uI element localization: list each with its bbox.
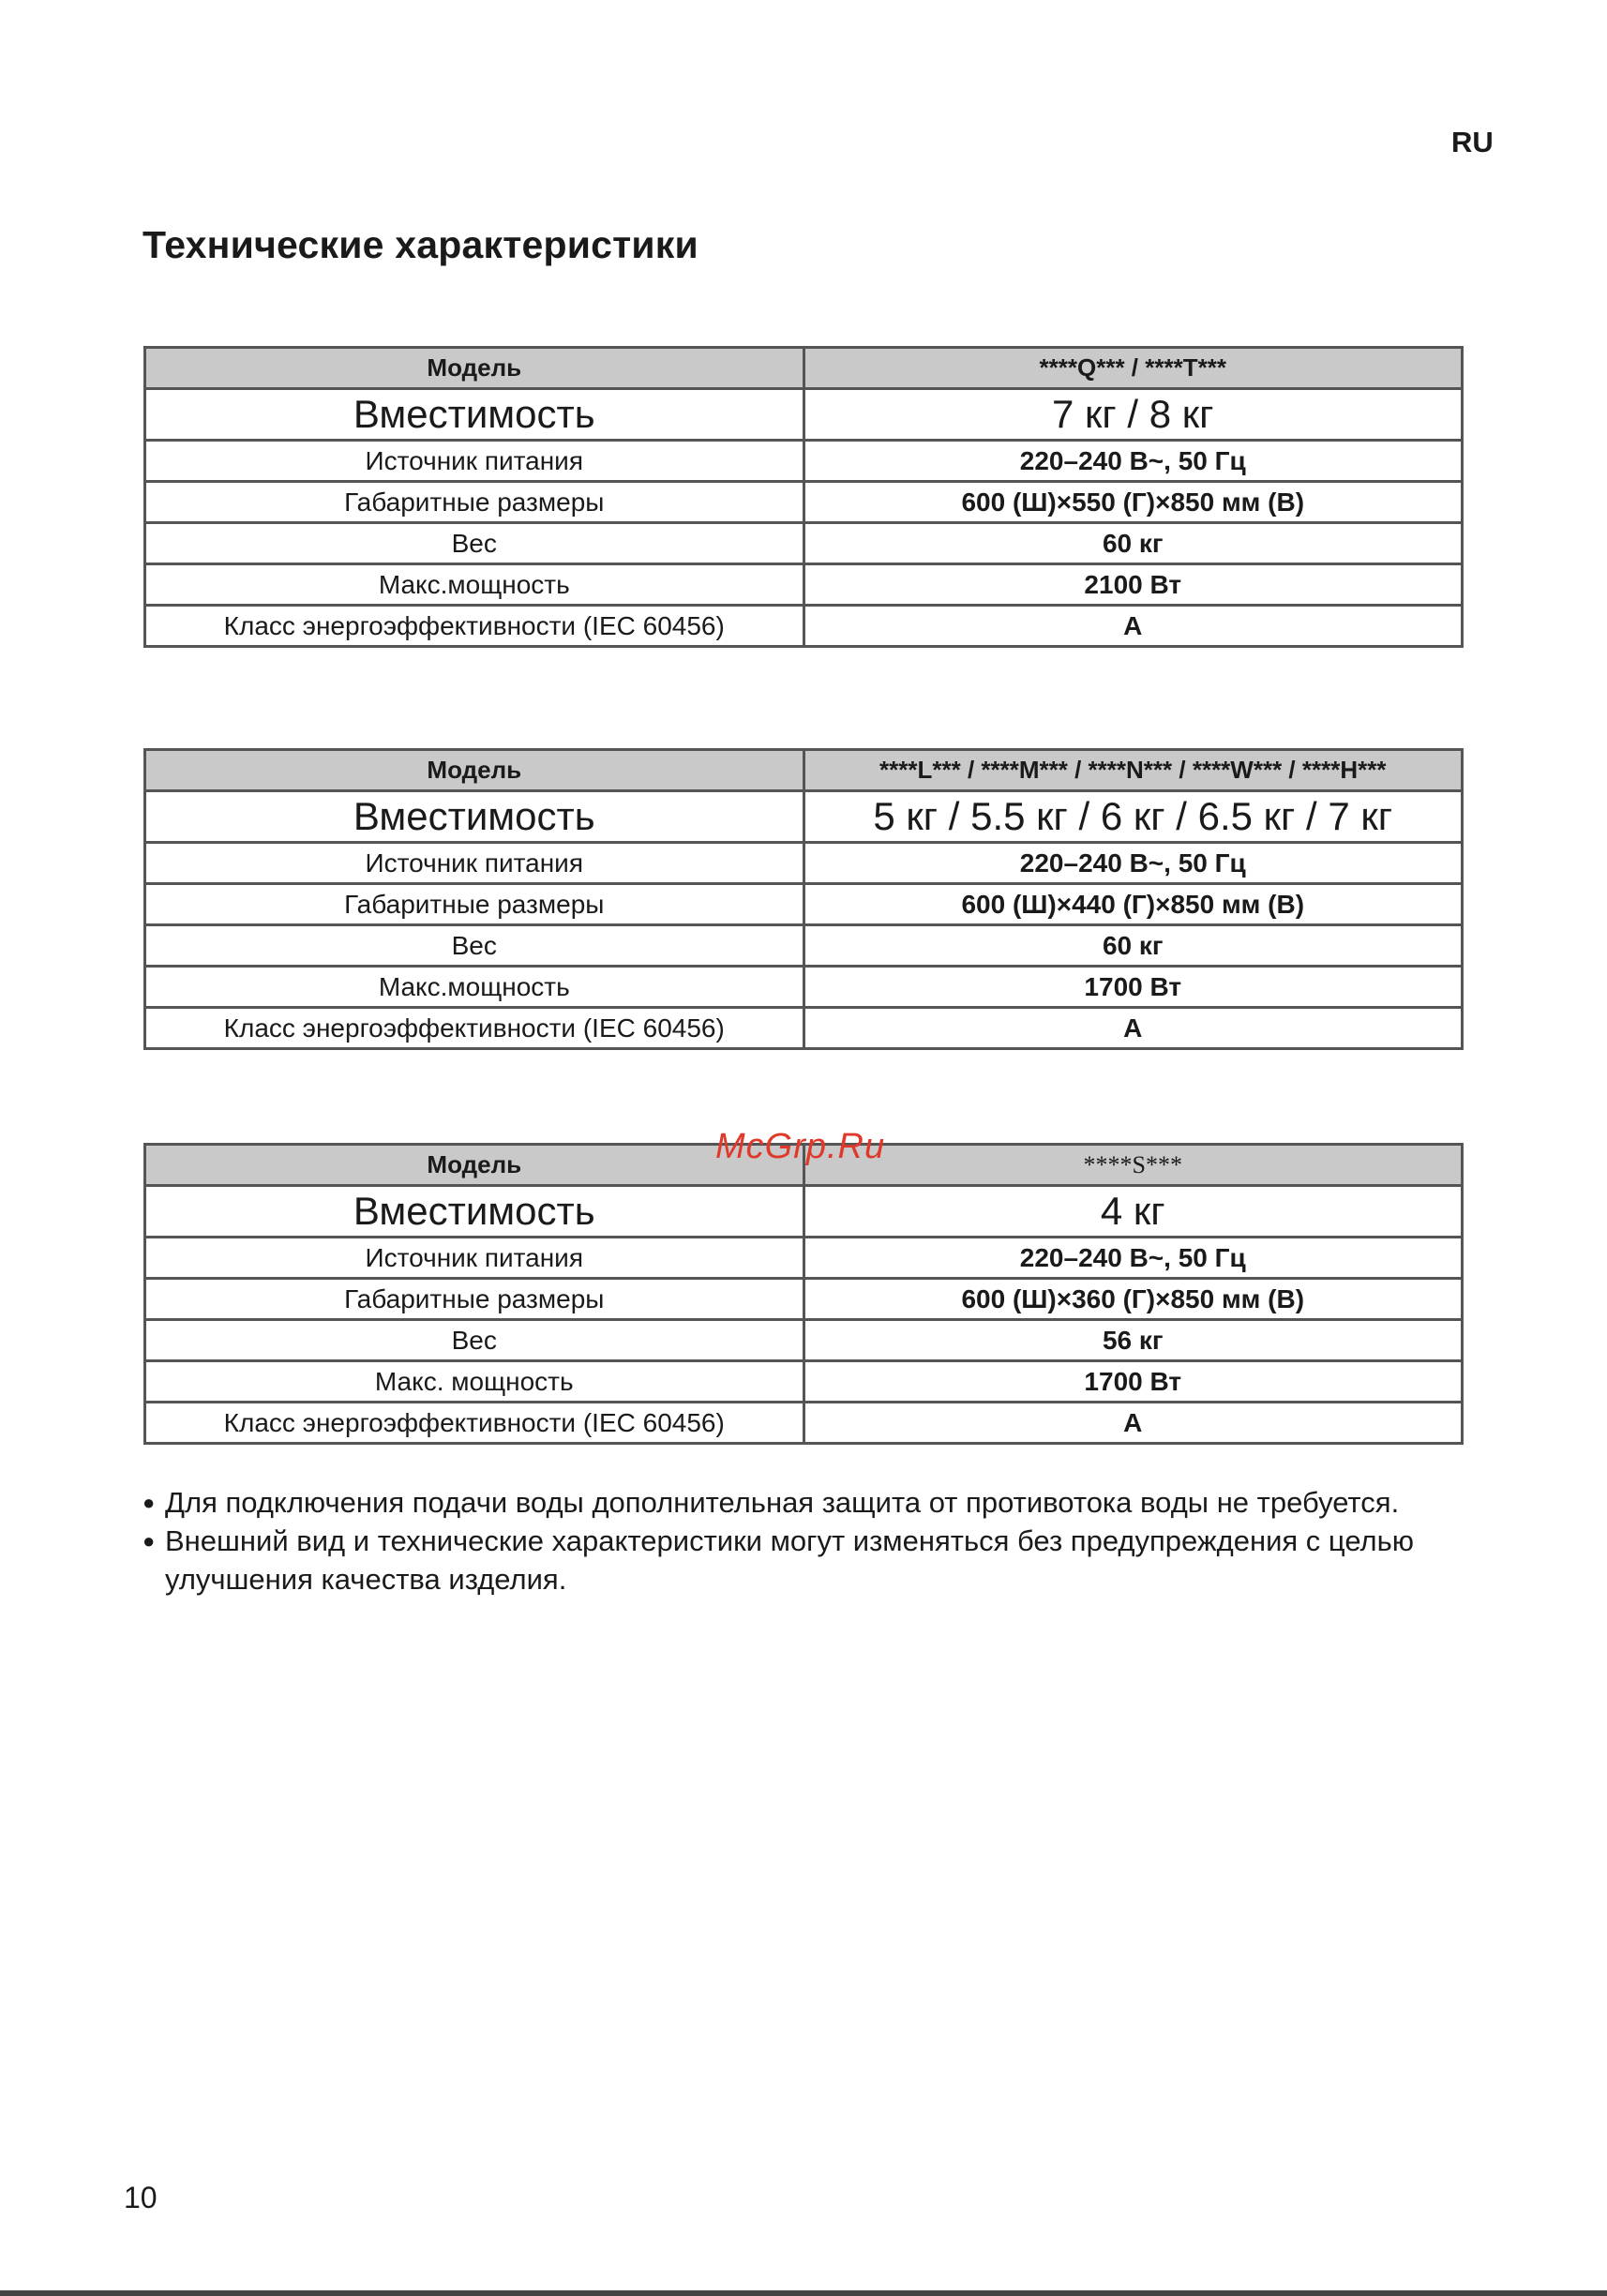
table-row [145, 1361, 1463, 1403]
capacity-label: Вместимость [145, 1186, 804, 1238]
capacity-value: 7 кг / 8 кг [804, 389, 1463, 441]
dimensions-value: 600 (Ш)×550 (Г)×850 мм (В) [804, 482, 1463, 523]
language-label: RU [1451, 126, 1494, 158]
notes-list [143, 1483, 1474, 1598]
table-row [145, 389, 1463, 441]
table-row [145, 564, 1463, 606]
table-row [145, 1186, 1463, 1238]
max-power-label: Макс.мощность [145, 967, 804, 1008]
dimensions-value: 600 (Ш)×360 (Г)×850 мм (В) [804, 1279, 1463, 1320]
capacity-label: Вместимость [145, 791, 804, 843]
weight-value: 56 кг [804, 1320, 1463, 1361]
energy-class-label: Класс энергоэффективности (IEC 60456) [145, 1008, 804, 1049]
table-row [145, 750, 1463, 791]
table-row [145, 1403, 1463, 1444]
weight-label: Вес [145, 1320, 804, 1361]
dimensions-label: Габаритные размеры [145, 1279, 804, 1320]
max-power-label: Макс.мощность [145, 564, 804, 606]
table-row [145, 925, 1463, 967]
note-text: Внешний вид и технические характеристики могут изменяться без предупреждения с целью улучшения качества изделия. [165, 1524, 1415, 1596]
max-power-value: 2100 Вт [804, 564, 1463, 606]
table-row [145, 1279, 1463, 1320]
power-supply-label: Источник питания [145, 1238, 804, 1279]
power-supply-value: 220–240 В~, 50 Гц [804, 843, 1463, 884]
table-row [145, 884, 1463, 925]
weight-value: 60 кг [804, 523, 1463, 564]
table-row [145, 1320, 1463, 1361]
energy-class-label: Класс энергоэффективности (IEC 60456) [145, 1403, 804, 1444]
spec-table-1 [143, 346, 1464, 648]
page-title: Технические характеристики [143, 223, 698, 266]
max-power-value: 1700 Вт [804, 967, 1463, 1008]
table-row [145, 441, 1463, 482]
table-row [145, 606, 1463, 647]
bottom-rule [0, 2290, 1607, 2296]
capacity-value: 5 кг / 5.5 кг / 6 кг / 6.5 кг / 7 кг [804, 791, 1463, 843]
bullet-icon: ● [143, 1529, 156, 1553]
power-supply-label: Источник питания [145, 843, 804, 884]
weight-label: Вес [145, 925, 804, 967]
max-power-label: Макс. мощность [145, 1361, 804, 1403]
energy-class-value: A [804, 1008, 1463, 1049]
energy-class-label: Класс энергоэффективности (IEC 60456) [145, 606, 804, 647]
spec-table-3 [143, 1143, 1464, 1445]
energy-class-value: A [804, 606, 1463, 647]
energy-class-value: A [804, 1403, 1463, 1444]
model-value: ****L*** / ****M*** / ****N*** / ****W*** / ****H*** [804, 750, 1463, 791]
power-supply-value: 220–240 В~, 50 Гц [804, 1238, 1463, 1279]
max-power-value: 1700 Вт [804, 1361, 1463, 1403]
weight-label: Вес [145, 523, 804, 564]
list-item [143, 1483, 1474, 1522]
capacity-value: 4 кг [804, 1186, 1463, 1238]
list-item [143, 1522, 1474, 1598]
table-row [145, 791, 1463, 843]
note-text: Для подключения подачи воды дополнительная защита от противотока воды не требуется. [165, 1486, 1400, 1519]
model-value: ****S*** [804, 1145, 1463, 1186]
table-row [145, 523, 1463, 564]
table-row [145, 1238, 1463, 1279]
model-value: ****Q*** / ****T*** [804, 348, 1463, 389]
bullet-icon: ● [143, 1491, 156, 1514]
dimensions-label: Габаритные размеры [145, 884, 804, 925]
power-supply-value: 220–240 В~, 50 Гц [804, 441, 1463, 482]
capacity-label: Вместимость [145, 389, 804, 441]
table-row [145, 348, 1463, 389]
model-label: Модель [145, 750, 804, 791]
dimensions-label: Габаритные размеры [145, 482, 804, 523]
table-row [145, 482, 1463, 523]
power-supply-label: Источник питания [145, 441, 804, 482]
table-row [145, 1008, 1463, 1049]
table-row [145, 843, 1463, 884]
spec-table-2 [143, 748, 1464, 1050]
watermark: McGrp.Ru [715, 1127, 886, 1166]
dimensions-value: 600 (Ш)×440 (Г)×850 мм (В) [804, 884, 1463, 925]
model-label: Модель [145, 1145, 804, 1186]
page-number: 10 [124, 2181, 158, 2214]
table-row [145, 967, 1463, 1008]
weight-value: 60 кг [804, 925, 1463, 967]
model-label: Модель [145, 348, 804, 389]
